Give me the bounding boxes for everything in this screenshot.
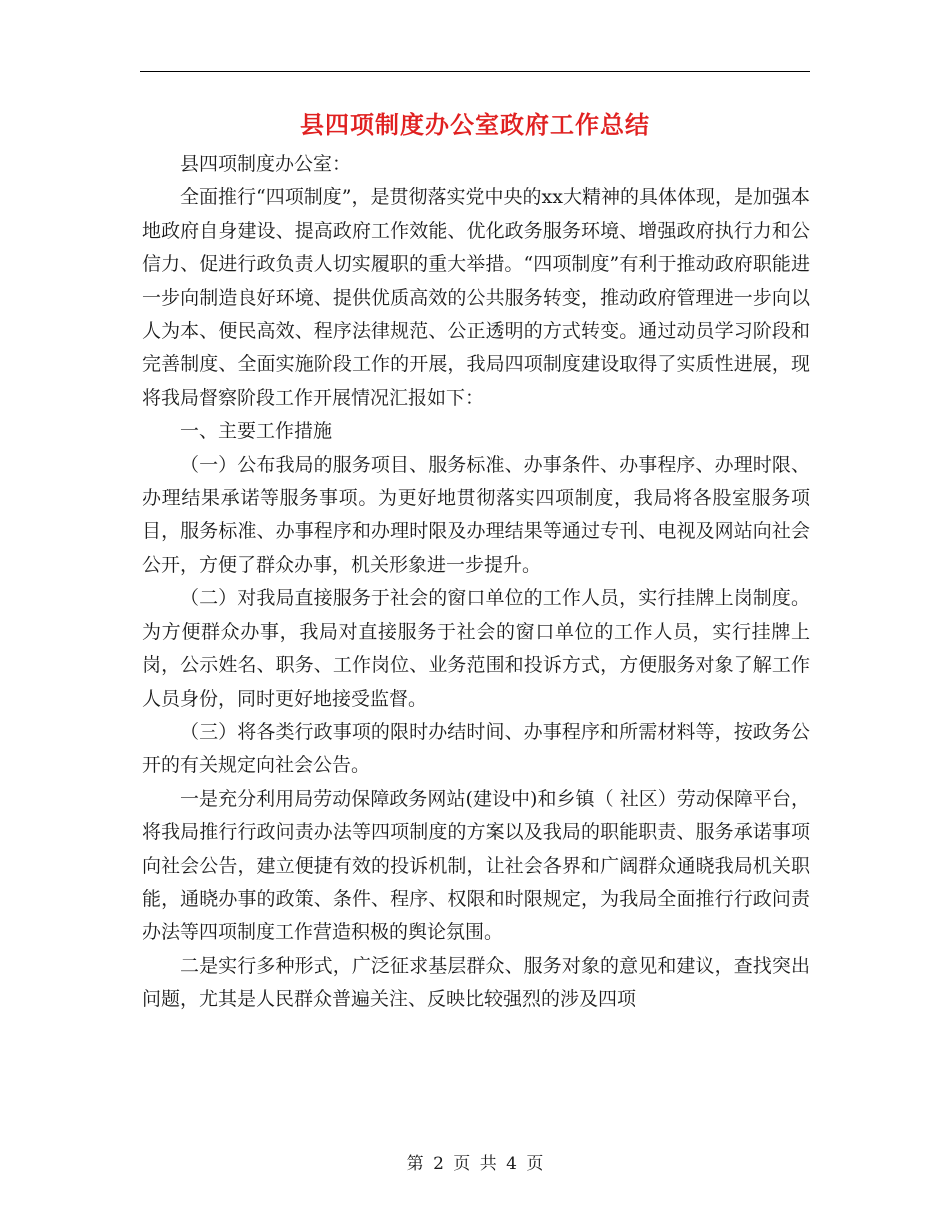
- paragraph-item-1: （一）公布我局的服务项目、服务标准、办事条件、办事程序、办理时限、办理结果承诺等服务事项。为更好地贯彻落实四项制度，我局将各股室服务项目，服务标准、办事程序和办理时限及办理结果等通过专刊、电视及网站向社会公开，方便了群众办事，机关形象进一步提升。: [142, 453, 810, 576]
- paragraph-item-3: （三）将各类行政事项的限时办结时间、办事程序和所需材料等，按政务公开的有关规定向社会公告。: [142, 720, 810, 777]
- paragraph-item-2: （二）对我局直接服务于社会的窗口单位的工作人员，实行挂牌上岗制度。为方便群众办事，我局对直接服务于社会的窗口单位的工作人员，实行挂牌上岗，公示姓名、职务、工作岗位、业务范围和投诉方式，方便服务对象了解工作人员身份，同时更好地接受监督。: [142, 587, 810, 710]
- document-body: [142, 148, 810, 1017]
- page-number: 第 2 页 共 4 页: [406, 1154, 544, 1174]
- section-heading: 一、主要工作措施: [180, 420, 333, 443]
- header-rule: [140, 71, 810, 72]
- paragraph-intro: 全面推行“四项制度”，是贯彻落实党中央的xx大精神的具体体现，是加强本地政府自身建设、提高政府工作效能、优化政务服务环境、增强政府执行力和公信力、促进行政负责人切实履职的重大举措。“四项制度”有利于推动政府职能进一步向制造良好环境、提供优质高效的公共服务转变，推动政府管理进一步向以人为本、便民高效、程序法律规范、公正透明的方式转变。通过动员学习阶段和完善制度、全面实施阶段工作的开展，我局四项制度建设取得了实质性进展，现将我局督察阶段工作开展情况汇报如下：: [142, 186, 810, 409]
- paragraph-point-1: 一是充分利用局劳动保障政务网站(建设中)和乡镇（ 社区）劳动保障平台，将我局推行行政问责办法等四项制度的方案以及我局的职能职责、服务承诺事项向社会公告，建立便捷有效的投诉机制，让社会各界和广阔群众通晓我局机关职能，通晓办事的政策、条件、程序、权限和时限规定，为我局全面推行行政问责办法等四项制度工作营造积极的舆论氛围。: [142, 787, 810, 944]
- salutation: 县四项制度办公室：: [180, 153, 352, 175]
- document-title: 县四项制度办公室政府工作总结: [300, 110, 650, 139]
- paragraph-point-2: 二是实行多种形式，广泛征求基层群众、服务对象的意见和建议，查找突出问题，尤其是人民群众普遍关注、反映比较强烈的涉及四项: [142, 954, 810, 1011]
